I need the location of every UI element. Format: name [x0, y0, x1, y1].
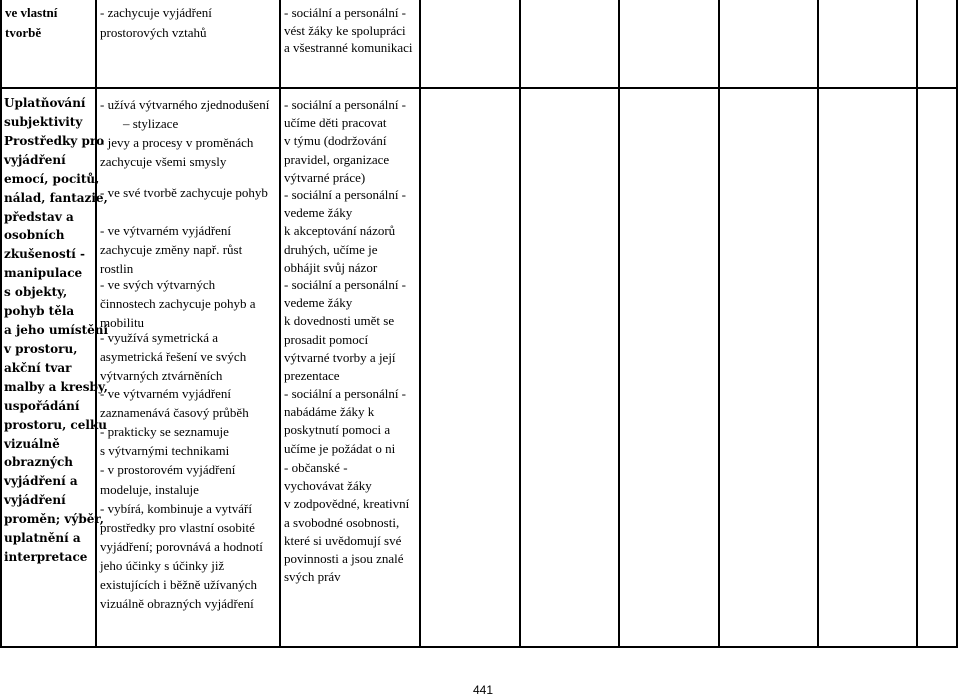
row2-col2-line: - ve výtvarném vyjádření — [100, 223, 232, 238]
row2-col2-line: - prakticky se seznamuje — [100, 424, 229, 440]
row2-col3-line: učíme je požádat o ni — [284, 440, 396, 456]
row2-col2-line: zachycuje změny např. růst — [100, 242, 243, 258]
row2-col2-line: - využívá symetrická a — [100, 330, 219, 345]
row2-col2-line: prostředky pro vlastní osobité — [100, 519, 255, 535]
row2-col1-line: manipulace — [4, 266, 83, 281]
row2-col1-line: Uplatňování — [4, 96, 86, 110]
row2-col1-line: vyjádření — [4, 152, 66, 167]
row2-col3-line: obhájit svůj názor — [284, 259, 378, 275]
row1-col3-line: a všestranné komunikaci — [284, 40, 413, 55]
row2-col3-line: v týmu (dodržování — [284, 133, 387, 149]
row2-col3-line: nabádáme žáky k — [284, 404, 375, 420]
row2-col2-line: rostlin — [100, 261, 134, 277]
row2-col2-line: výtvarných ztvárněních — [100, 368, 223, 384]
row2-col1-line: pohyb těla — [4, 304, 75, 319]
row2-col2-line: existujících i běžně užívaných — [100, 577, 258, 592]
row2-col2-line: - ve výtvarném vyjádření — [100, 386, 232, 401]
row2-col3-line: - sociální a personální - — [284, 97, 407, 112]
row2-col1-line: obrazných — [4, 455, 74, 470]
row2-col3-line: prosadit pomocí — [284, 331, 369, 347]
row2-col3-line: - sociální a personální - — [284, 386, 407, 401]
row2-col2-line: - užívá výtvarného zjednodušení — [100, 97, 270, 112]
page-number: 441 — [473, 683, 494, 697]
row2-col2-line: - ve svých výtvarných — [100, 277, 216, 292]
row2-col3-line: v zodpovědné, kreativní — [284, 496, 410, 512]
row2-col3-line: které si uvědomují své — [284, 532, 402, 548]
row2-col2-line: - vybírá, kombinuje a vytváří — [100, 500, 252, 516]
row2-col3-line: k akceptování názorů — [284, 223, 396, 239]
row2-col3-line: druhých, učíme je — [284, 241, 378, 257]
row2-col2-line: zaznamenává časový průběh — [100, 405, 249, 421]
row2-col3-line: - sociální a personální - — [284, 187, 407, 202]
row2-col2-line: činnostech zachycuje pohyb a — [100, 296, 256, 312]
row2-col1-line: emocí, pocitů, — [4, 171, 100, 186]
row2-col3-line: poskytnutí pomoci a — [284, 422, 391, 438]
row2-col2-line: mobilitu — [100, 315, 145, 331]
row2-col3-line: vychovávat žáky — [284, 478, 372, 494]
row1-col1-line: tvorbě — [5, 25, 42, 40]
row1-col3-line: vést žáky ke spolupráci — [284, 22, 406, 38]
table-border-left — [0, 0, 2, 648]
row1-col2-line: - zachycuje vyjádření — [100, 5, 212, 20]
row2-col1-line: akční tvar — [4, 360, 72, 375]
row2-col1-line: nálad, fantazie, — [4, 190, 108, 205]
row2-col2-line: - jevy a procesy v proměnách — [100, 135, 254, 151]
row1-col3-line: - sociální a personální - — [284, 5, 407, 20]
row2-col2-line: modeluje, instaluje — [100, 481, 199, 497]
row2-col2-line: zachycuje všemi smysly — [100, 154, 227, 170]
row1-col1-line: ve vlastní — [5, 5, 58, 20]
table-border-bottom — [0, 646, 958, 648]
row2-col2-line: jeho účinky s účinky již — [100, 557, 225, 573]
row2-col1-line: představ a — [4, 209, 74, 224]
row2-col1-line: prostoru, celku — [4, 417, 107, 432]
row2-col3-line: k dovednosti umět se — [284, 313, 395, 329]
row2-col2-line: asymetrická řešení ve svých — [100, 349, 247, 365]
row2-col3-line: výtvarné práce) — [284, 169, 366, 185]
row2-col1-line: proměn; výběr, — [4, 512, 104, 527]
row2-col3-line: svých práv — [284, 569, 341, 585]
column-divider-8 — [916, 0, 918, 648]
row2-col3-line: povinnosti a jsou znalé — [284, 551, 404, 566]
row2-col2-line: - v prostorovém vyjádření — [100, 462, 236, 478]
row2-col1-line: vyjádření — [4, 493, 66, 508]
table-border-right — [956, 0, 958, 648]
row2-col3-line: výtvarné tvorby a její — [284, 349, 396, 365]
row-divider — [0, 87, 958, 89]
column-divider-6 — [718, 0, 720, 648]
column-divider-5 — [618, 0, 620, 648]
row2-col2-line: vizuálně obrazných vyjádření — [100, 596, 254, 612]
row2-col2-line: - ve své tvorbě zachycuje pohyb — [100, 185, 268, 200]
row2-col1-line: interpretace — [4, 550, 88, 565]
column-divider-3 — [419, 0, 421, 648]
row2-col1-line: subjektivity — [4, 114, 83, 129]
row2-col1-line: vizuálně — [4, 436, 60, 451]
row2-col1-line: v prostoru, — [4, 341, 78, 356]
row2-col1-line: s objekty, — [4, 285, 68, 300]
row1-col2-line: prostorových vztahů — [100, 25, 207, 40]
row2-col1-line: uspořádání — [4, 398, 80, 413]
row2-col3-line: pravidel, organizace — [284, 151, 390, 167]
row2-col3-line: vedeme žáky — [284, 295, 353, 311]
row2-col3-line: - občanské - — [284, 460, 348, 475]
row2-col2-line: – stylizace — [123, 116, 179, 132]
row2-col3-line: - sociální a personální - — [284, 277, 407, 292]
row2-col1-line: Prostředky pro — [4, 133, 105, 148]
row2-col3-line: učíme děti pracovat — [284, 115, 387, 131]
row2-col3-line: a svobodné osobnosti, — [284, 514, 400, 530]
row2-col1-line: osobních — [4, 228, 65, 243]
row2-col1-line: uplatnění a — [4, 531, 81, 546]
row2-col2-line: vyjádření; porovnává a hodnotí — [100, 538, 263, 554]
column-divider-7 — [817, 0, 819, 648]
row2-col1-line: a jeho umístění — [4, 323, 109, 338]
row2-col1-line: vyjádření a — [4, 474, 78, 489]
column-divider-4 — [519, 0, 521, 648]
column-divider-2 — [279, 0, 281, 648]
row2-col2-line: s výtvarnými technikami — [100, 443, 230, 459]
row2-col1-line: zkušeností - — [4, 247, 85, 262]
row2-col1-line: malby a kresby, — [4, 379, 108, 394]
row2-col3-line: vedeme žáky — [284, 205, 353, 221]
row2-col3-line: prezentace — [284, 368, 340, 383]
